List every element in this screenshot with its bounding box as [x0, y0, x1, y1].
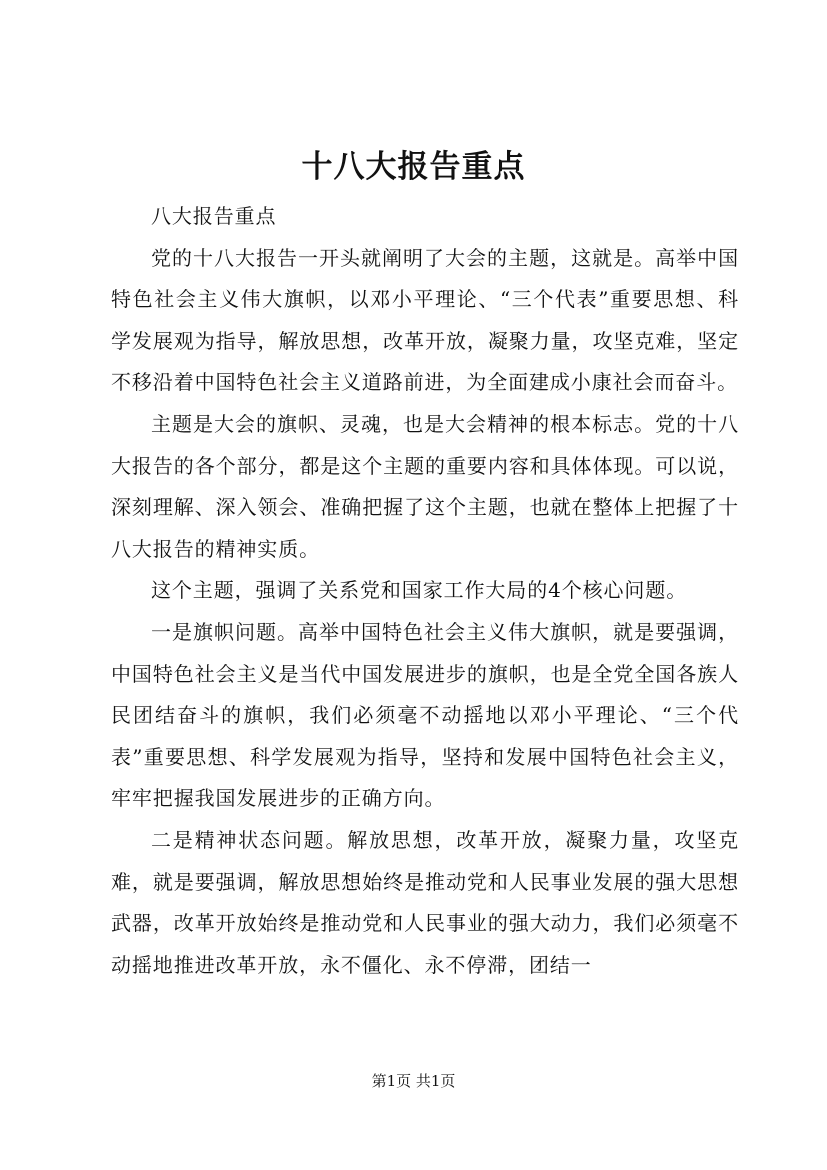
paragraph-subtitle: 八大报告重点 [151, 204, 277, 228]
paragraph-four-issues: 这个主题，强调了关系党和国家工作大局的4个核心问题。 [151, 578, 688, 603]
paragraph-issue-one: 一是旗帜问题。高举中国特色社会主义伟大旗帜，就是要强调，中国特色社会主义是当代中国发展进步的旗帜，也是全党全国各族人民团结奋斗的旗帜，我们必须毫不动摇地以邓小平理论、“三个代表”重要思想、科学发展观为指导，坚持和发展中国特色社会主义，牢牢把握我国发展进步的正确方向。 [111, 619, 739, 811]
page-number-footer: 第1页 共1页 [371, 1072, 456, 1090]
paragraph-banner-soul: 主题是大会的旗帜、灵魂，也是大会精神的根本标志。党的十八大报告的各个部分，都是这个主题的重要内容和具体体现。可以说，深刻理解、深入领会、准确把握了这个主题，也就在整体上把握了十八大报告的精神实质。 [111, 411, 739, 561]
paragraph-theme: 党的十八大报告一开头就阐明了大会的主题，这就是。高举中国特色社会主义伟大旗帜，以邓小平理论、“三个代表”重要思想、科学发展观为指导，解放思想，改革开放，凝聚力量，攻坚克难，坚定不移沿着中国特色社会主义道路前进，为全面建成小康社会而奋斗。 [111, 245, 739, 395]
document-body [111, 196, 739, 986]
paragraph-issue-two: 二是精神状态问题。解放思想，改革开放，凝聚力量，攻坚克难，就是要强调，解放思想始终是推动党和人民事业发展的强大思想武器，改革开放始终是推动党和人民事业的强大动力，我们必须毫不动摇地推进改革开放，永不僵化、永不停滞，团结一 [111, 827, 739, 977]
document-title: 十八大报告重点 [301, 149, 526, 185]
